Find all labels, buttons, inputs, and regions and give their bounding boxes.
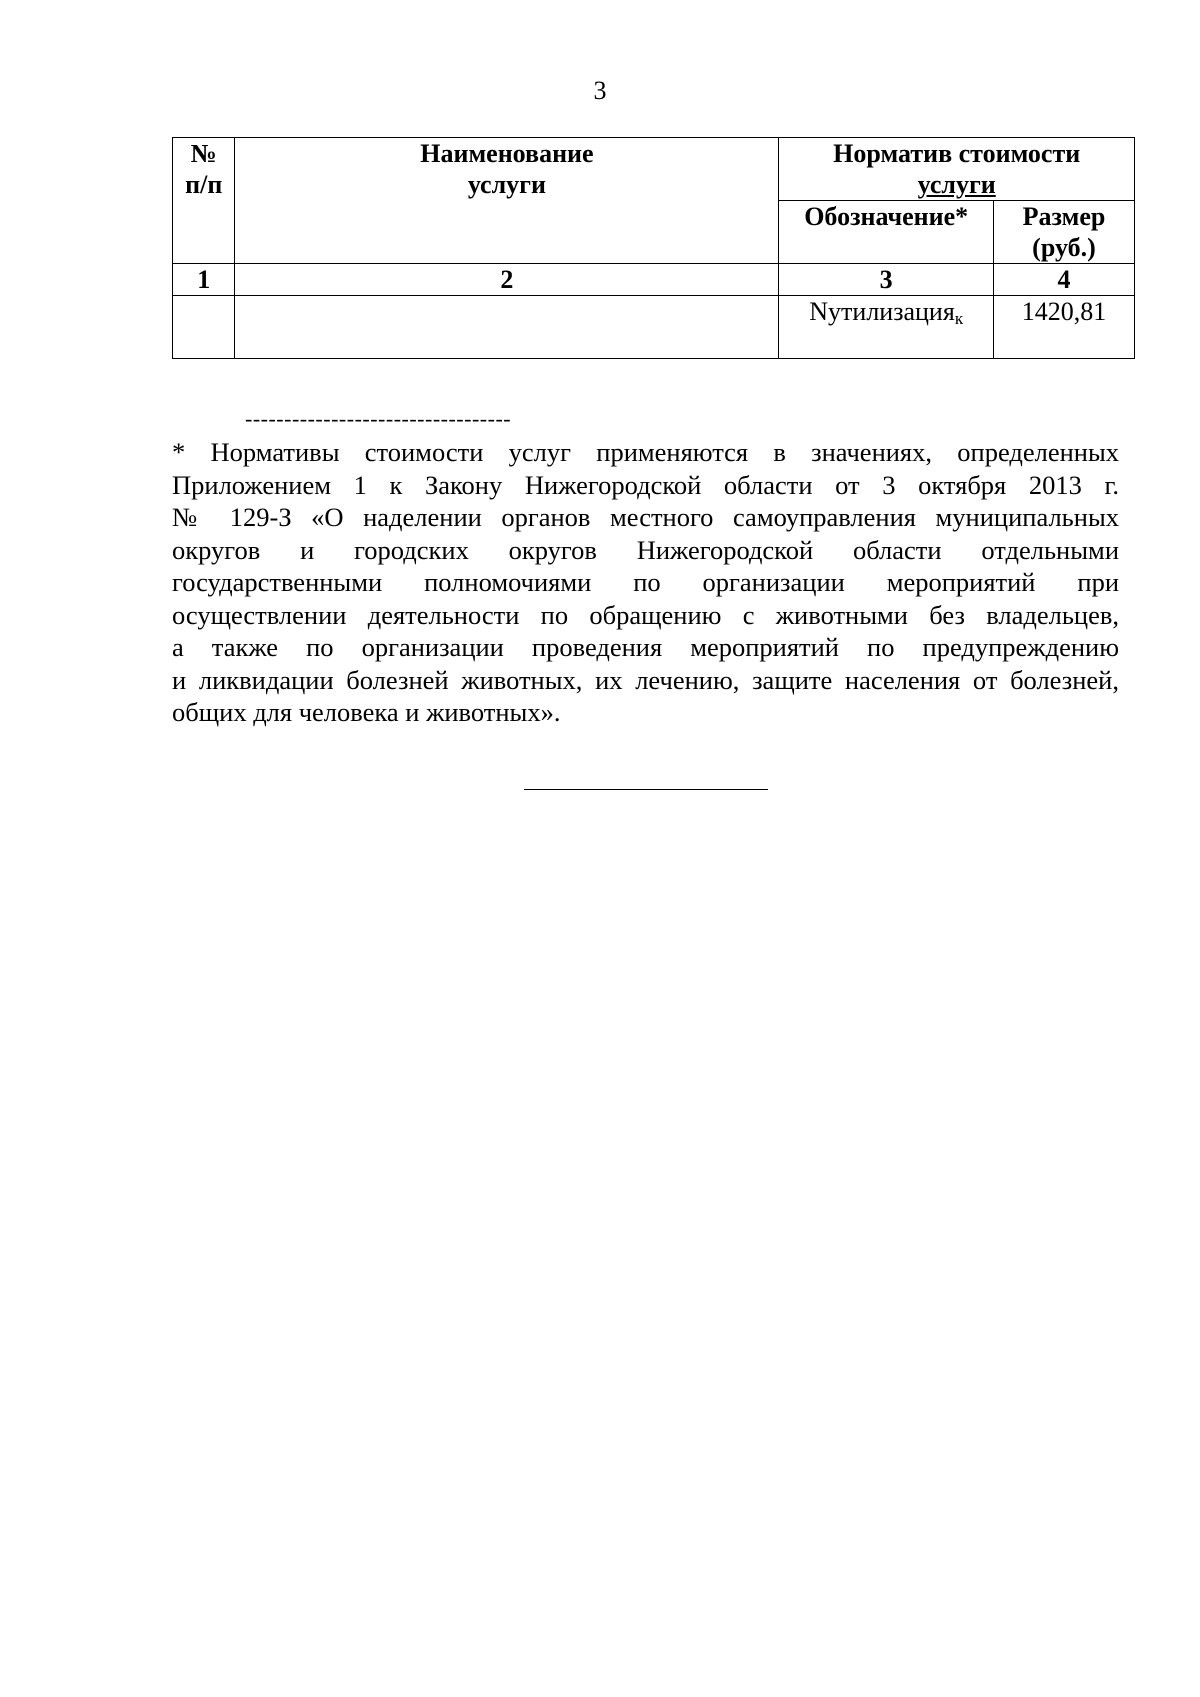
footnote-separator: ---------------------------------- [245,406,512,431]
footnote-line: № 129-З «О наделении органов местного самоуправления муниципальных [172,502,1119,532]
header-size-cell [993,201,1134,264]
footnote-line: осуществлении деятельности по обращению с животными без владельцев, [172,599,1119,630]
column-number-row [173,264,1135,296]
header-name-cell [235,138,779,264]
header-norm-cell [779,138,1135,201]
header-name-line1: Наименование [420,139,594,168]
row-size-cell: 1420,81 [993,296,1134,359]
header-size-line1: Размер [1022,202,1106,231]
end-rule-divider [524,789,768,790]
header-name-line2: услуги [467,170,546,199]
footnote-line: общих для человека и животных». [172,697,561,727]
footnote-line: * Нормативы стоимости услуг применяются в значениях, определенных [172,437,1119,467]
designation-subscript: к [954,309,964,328]
row-num-cell [173,296,235,359]
table-header-row [173,138,1135,201]
footnote-line: Приложением 1 к Закону Нижегородской области от 3 октября 2013 г. [172,469,1119,500]
table-row [173,296,1135,359]
designation-main: Nутилизация [809,297,955,326]
row-designation-cell [779,296,994,359]
header-num-line1: № [190,139,217,168]
footnote-text [172,436,1119,729]
column-number-2: 2 [235,264,779,296]
footnote-line: и ликвидации болезней животных, их лечению, защите населения от болезней, [172,664,1119,695]
header-designation-cell: Обозначение* [779,201,994,264]
column-number-1: 1 [173,264,235,296]
header-num-line2: п/п [185,170,223,199]
service-norm-table [172,137,1135,359]
page-number: 3 [593,76,607,105]
footnote-line: округов и городских округов Нижегородской области отдельными [172,534,1119,565]
header-norm-line1: Норматив стоимости [833,139,1081,168]
header-norm-line2: услуги [917,170,996,199]
footnote-line: государственными полномочиями по организации мероприятий при [172,567,1119,597]
header-num-cell [173,138,235,264]
footnote-line: а также по организации проведения мероприятий по предупреждению [172,632,1119,662]
row-name-cell [235,296,779,359]
column-number-3: 3 [779,264,994,296]
column-number-4: 4 [993,264,1134,296]
header-size-line2: (руб.) [1032,233,1096,262]
